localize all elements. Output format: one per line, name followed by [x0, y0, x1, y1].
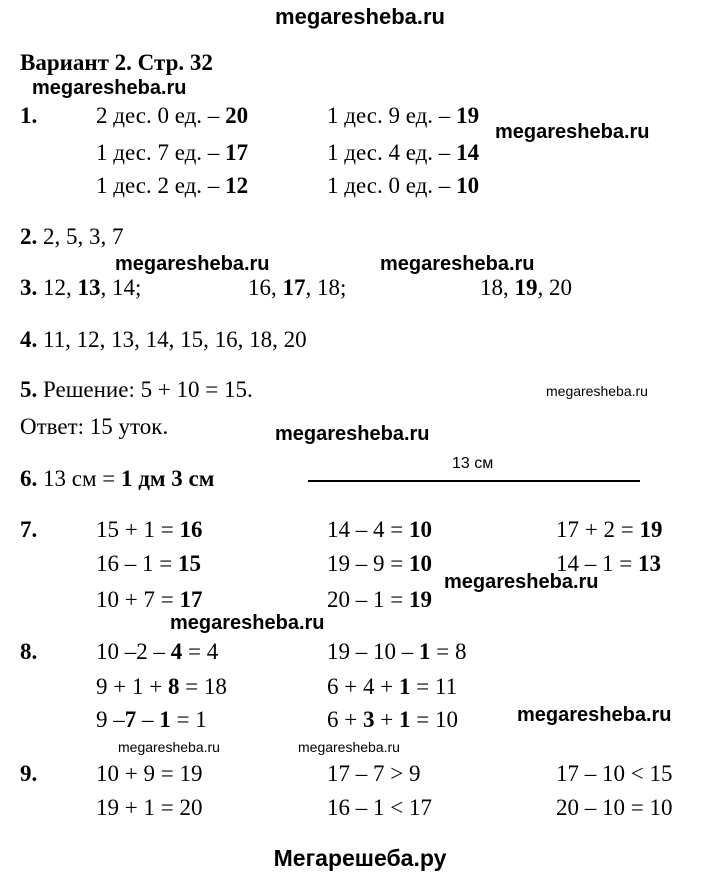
t9-expr: 20 – 10 = 10	[556, 795, 673, 820]
task-number-7: 7.	[20, 517, 38, 542]
watermark: megaresheba.ru	[444, 571, 599, 593]
task-number-9: 9.	[20, 761, 38, 786]
t7-eq: 16 – 1 = 15	[96, 551, 201, 576]
t9-expr: 10 + 9 = 19	[96, 761, 203, 786]
t7-eq: 20 – 1 = 19	[327, 587, 432, 612]
segment-label: 13 см	[452, 455, 494, 472]
segment-line	[308, 480, 640, 482]
header-watermark[interactable]: megaresheba.ru	[275, 4, 445, 29]
footer-watermark[interactable]: Мегарешеба.ру	[273, 845, 447, 871]
t7-eq: 15 + 1 = 16	[96, 517, 203, 542]
t1-r1-b: 1 дес. 9 ед. – 19	[327, 103, 480, 128]
task-number-8: 8.	[20, 639, 38, 664]
t7-eq: 19 – 9 = 10	[327, 551, 432, 576]
t9-expr: 19 + 1 = 20	[96, 795, 203, 820]
t7-eq: 17 + 2 = 19	[556, 517, 663, 542]
task-2: 2. 2, 5, 3, 7	[20, 224, 124, 249]
t9-expr: 16 – 1 < 17	[327, 795, 432, 820]
task-4: 4. 11, 12, 13, 14, 15, 16, 18, 20	[20, 327, 307, 352]
task-3-group-1: 3. 12, 13, 14;	[20, 275, 142, 300]
task-3-group-3: 18, 19, 20	[480, 275, 572, 300]
watermark: megaresheba.ru	[380, 253, 535, 275]
watermark: megaresheba.ru	[546, 383, 648, 399]
watermark: megaresheba.ru	[298, 739, 400, 755]
task-3-group-2: 16, 17, 18;	[248, 275, 347, 300]
t8-eq: 6 + 4 + 1 = 11	[327, 674, 458, 699]
task-number-1: 1.	[20, 103, 38, 128]
t1-r3-b: 1 дес. 0 ед. – 10	[327, 173, 480, 198]
watermark: megaresheba.ru	[32, 77, 187, 99]
t8-eq: 10 –2 – 4 = 4	[96, 639, 219, 664]
t8-eq: 6 + 3 + 1 = 10	[327, 707, 458, 732]
t1-r2-a: 1 дес. 7 ед. – 17	[96, 140, 249, 165]
watermark: megaresheba.ru	[495, 121, 650, 143]
t8-eq: 9 –7 – 1 = 1	[96, 707, 207, 732]
task-6: 6. 13 см = 1 дм 3 см	[20, 466, 215, 491]
watermark: megaresheba.ru	[118, 739, 220, 755]
t9-expr: 17 – 7 > 9	[327, 761, 421, 786]
t1-r2-b: 1 дес. 4 ед. – 14	[327, 140, 480, 165]
task-5-solution: 5. Решение: 5 + 10 = 15.	[20, 377, 253, 402]
t8-eq: 9 + 1 + 8 = 18	[96, 674, 227, 699]
watermark: megaresheba.ru	[275, 423, 430, 445]
task-5-answer: Ответ: 15 уток.	[20, 414, 169, 439]
t1-r1-a: 2 дес. 0 ед. – 20	[96, 103, 249, 128]
watermark: megaresheba.ru	[517, 704, 672, 726]
watermark: megaresheba.ru	[170, 612, 325, 634]
watermark: megaresheba.ru	[115, 253, 270, 275]
t7-eq: 10 + 7 = 17	[96, 587, 203, 612]
page-title: Вариант 2. Стр. 32	[20, 50, 213, 75]
t7-eq: 14 – 4 = 10	[327, 517, 432, 542]
t7-eq: 14 – 1 = 13	[556, 551, 661, 576]
t8-eq: 19 – 10 – 1 = 8	[327, 639, 467, 664]
t9-expr: 17 – 10 < 15	[556, 761, 673, 786]
t1-r3-a: 1 дес. 2 ед. – 12	[96, 173, 249, 198]
